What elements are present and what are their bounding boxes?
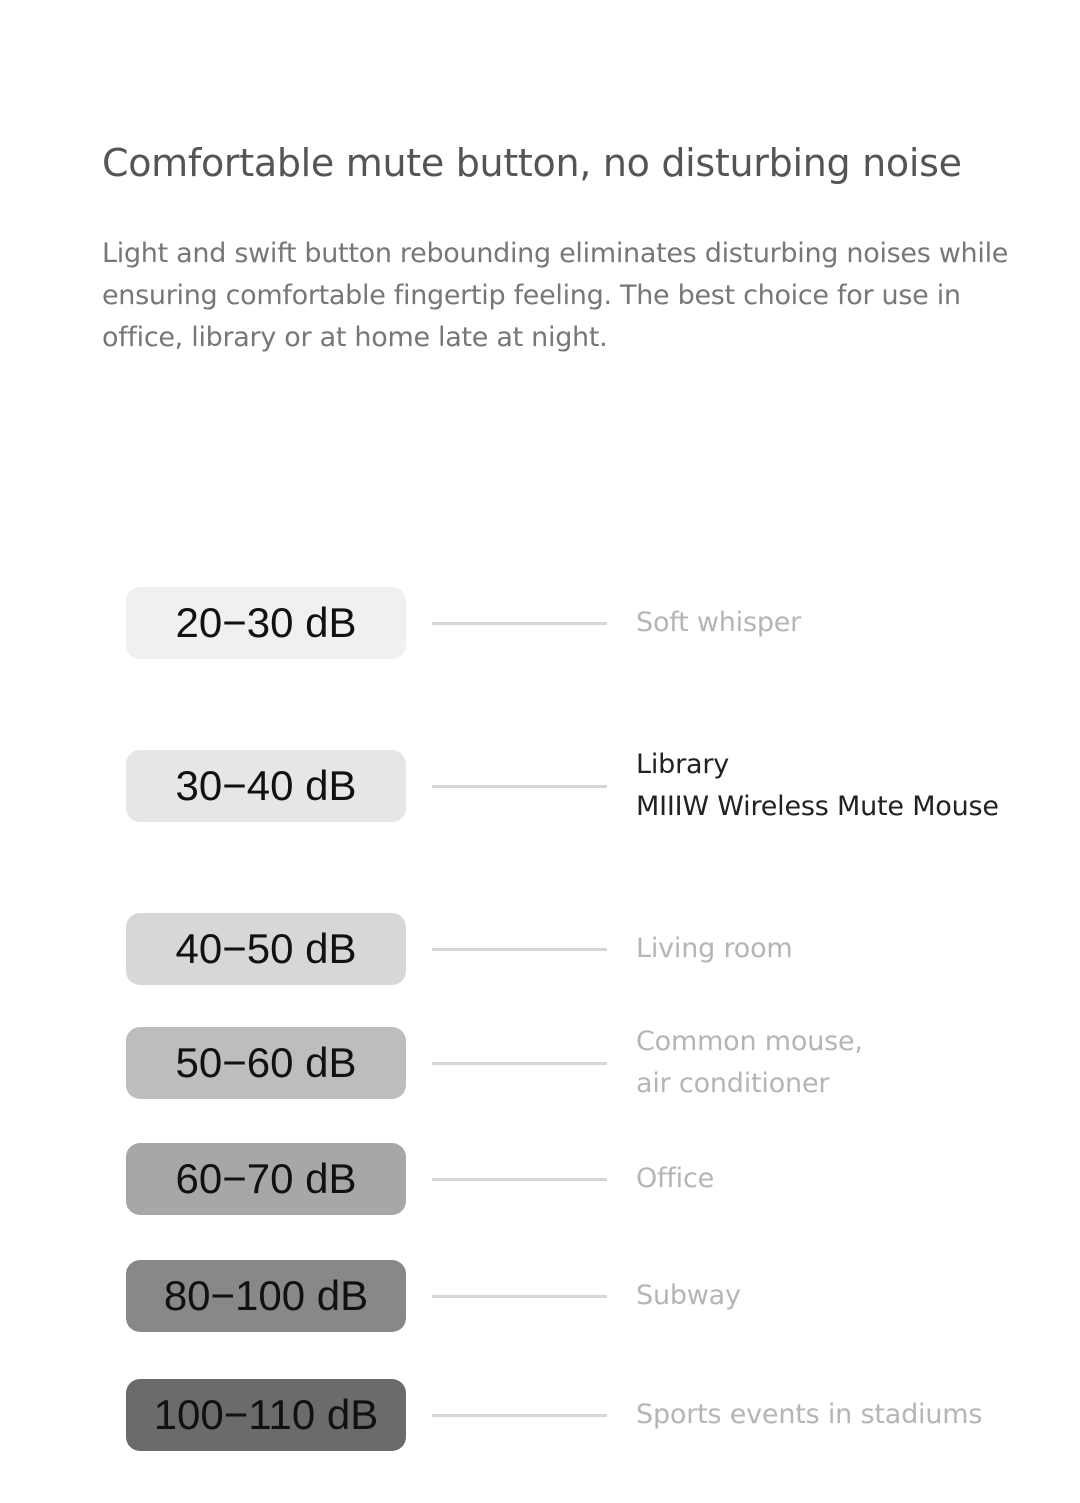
noise-level-row [0,1379,1080,1451]
noise-source-label [636,928,793,970]
noise-source-text: Sports events in stadiums [636,1399,983,1430]
description-line: office, library or at home late at night. [102,322,608,353]
connector-line [432,1178,607,1181]
connector-line [432,1414,607,1417]
connector-line [432,1295,607,1298]
noise-source-text: air conditioner [636,1068,830,1099]
noise-level-row [0,913,1080,985]
noise-level-row [0,1027,1080,1099]
description-line: Light and swift button rebounding eliminates disturbing noises while [102,238,1009,269]
noise-level-row [0,1143,1080,1215]
decibel-range-pill: 100−110 dB [126,1379,406,1451]
noise-level-row [0,750,1080,822]
page-title: Comfortable mute button, no disturbing noise [102,141,962,185]
noise-source-text: Soft whisper [636,607,802,638]
noise-source-text: Living room [636,933,793,964]
connector-line [432,622,607,625]
noise-source-label [636,1275,741,1317]
decibel-range-pill: 30−40 dB [126,750,406,822]
noise-source-text: Library [636,749,730,780]
noise-level-row [0,587,1080,659]
page-description [102,233,1009,359]
noise-level-row [0,1260,1080,1332]
connector-line [432,785,607,788]
noise-source-label [636,1158,714,1200]
noise-source-label [636,1021,863,1105]
noise-source-text: Common mouse, [636,1026,863,1057]
noise-source-text: Subway [636,1280,741,1311]
connector-line [432,948,607,951]
decibel-range-pill: 50−60 dB [126,1027,406,1099]
decibel-range-pill: 20−30 dB [126,587,406,659]
decibel-range-pill: 60−70 dB [126,1143,406,1215]
connector-line [432,1062,607,1065]
noise-source-text: MIIIW Wireless Mute Mouse [636,791,999,822]
noise-source-text: Office [636,1163,715,1194]
decibel-range-pill: 40−50 dB [126,913,406,985]
noise-source-label [636,744,999,828]
description-line: ensuring comfortable fingertip feeling. The best choice for use in [102,280,961,311]
decibel-range-pill: 80−100 dB [126,1260,406,1332]
noise-source-label [636,1394,982,1436]
noise-source-label [636,602,801,644]
